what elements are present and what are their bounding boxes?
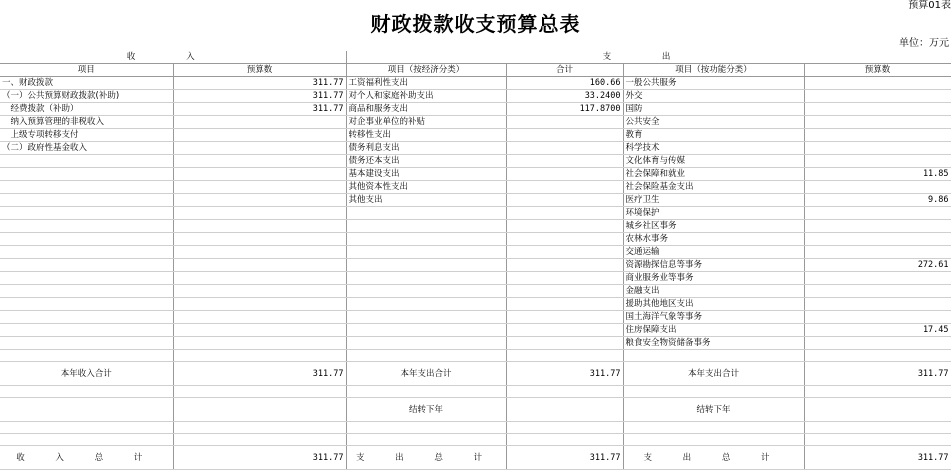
income-budget-cell (173, 142, 346, 155)
budget-table (0, 51, 951, 470)
income-item-cell: （二）政府性基金收入 (0, 142, 173, 155)
blank-row (0, 434, 951, 446)
section-header-row (0, 51, 951, 64)
income-budget-cell (173, 272, 346, 285)
econ-item-cell (346, 246, 506, 259)
table-row (0, 207, 951, 220)
econ-item-cell (346, 220, 506, 233)
income-budget-cell (173, 194, 346, 207)
carry-over-label-2: 结转下年 (623, 398, 804, 422)
func-item-cell: 农林水事务 (623, 233, 804, 246)
func-item-cell: 外交 (623, 90, 804, 103)
carry-over-label: 结转下年 (346, 398, 506, 422)
econ-item-cell (346, 272, 506, 285)
func-item-cell: 援助其他地区支出 (623, 298, 804, 311)
table-row (0, 194, 951, 207)
income-item-cell (0, 155, 173, 168)
income-budget-cell (173, 168, 346, 181)
form-number: 预算01表 (908, 0, 951, 11)
table-row (0, 168, 951, 181)
func-budget-cell (804, 129, 951, 142)
econ-total-cell (506, 194, 623, 207)
income-item-cell (0, 285, 173, 298)
econ-total-cell (506, 116, 623, 129)
func-budget-cell (804, 142, 951, 155)
func-budget-cell (804, 220, 951, 233)
col-item-header: 项目 (0, 64, 173, 77)
econ-item-cell: 对个人和家庭补助支出 (346, 90, 506, 103)
year-income-value: 311.77 (173, 362, 346, 386)
econ-item-cell (346, 324, 506, 337)
income-item-cell (0, 233, 173, 246)
table-row (0, 103, 951, 116)
income-budget-cell (173, 337, 346, 350)
func-item-cell: 教育 (623, 129, 804, 142)
income-item-cell (0, 259, 173, 272)
func-budget-cell (804, 207, 951, 220)
func-budget-cell: 272.61 (804, 259, 951, 272)
func-budget-cell (804, 272, 951, 285)
econ-total-cell: 33.2400 (506, 90, 623, 103)
income-budget-cell (173, 207, 346, 220)
econ-total-cell (506, 311, 623, 324)
table-row (0, 129, 951, 142)
econ-total-cell (506, 285, 623, 298)
grand-total-row (0, 446, 951, 470)
econ-total-cell (506, 168, 623, 181)
func-budget-cell (804, 233, 951, 246)
blank-row (0, 350, 951, 362)
income-item-cell (0, 311, 173, 324)
col-budget2-header: 预算数 (804, 64, 951, 77)
income-budget-cell (173, 155, 346, 168)
econ-item-cell: 转移性支出 (346, 129, 506, 142)
func-item-cell: 资源勘探信息等事务 (623, 259, 804, 272)
income-budget-cell (173, 285, 346, 298)
func-budget-cell (804, 311, 951, 324)
econ-item-cell: 对企事业单位的补贴 (346, 116, 506, 129)
func-item-cell: 一般公共服务 (623, 77, 804, 90)
func-budget-cell (804, 77, 951, 90)
income-item-cell: 纳入预算管理的非税收入 (0, 116, 173, 129)
econ-total-cell (506, 220, 623, 233)
econ-total-cell (506, 259, 623, 272)
econ-item-cell: 债务还本支出 (346, 155, 506, 168)
income-budget-cell (173, 233, 346, 246)
income-item-cell (0, 324, 173, 337)
col-func-header: 项目（按功能分类） (623, 64, 804, 77)
income-budget-cell: 311.77 (173, 90, 346, 103)
econ-total-cell (506, 181, 623, 194)
econ-total-cell (506, 324, 623, 337)
table-row (0, 155, 951, 168)
econ-item-cell: 工资福利性支出 (346, 77, 506, 90)
func-item-cell: 国防 (623, 103, 804, 116)
table-row (0, 116, 951, 129)
income-budget-cell (173, 311, 346, 324)
func-budget-cell (804, 181, 951, 194)
income-item-cell (0, 246, 173, 259)
income-budget-cell (173, 220, 346, 233)
income-budget-cell (173, 246, 346, 259)
col-budget-header: 预算数 (173, 64, 346, 77)
econ-total-cell (506, 246, 623, 259)
table-row (0, 181, 951, 194)
econ-item-cell: 债务利息支出 (346, 142, 506, 155)
income-item-cell (0, 168, 173, 181)
income-budget-cell (173, 116, 346, 129)
func-item-cell: 住房保障支出 (623, 324, 804, 337)
func-budget-cell (804, 116, 951, 129)
func-item-cell: 公共安全 (623, 116, 804, 129)
income-item-cell (0, 337, 173, 350)
blank-row (0, 422, 951, 434)
econ-item-cell: 商品和服务支出 (346, 103, 506, 116)
func-budget-cell (804, 337, 951, 350)
econ-total-cell (506, 129, 623, 142)
income-budget-cell (173, 259, 346, 272)
econ-item-cell (346, 337, 506, 350)
expense-grand-total-value: 311.77 (506, 446, 623, 470)
table-row (0, 324, 951, 337)
income-item-cell: 上级专项转移支付 (0, 129, 173, 142)
econ-item-cell: 其他资本性支出 (346, 181, 506, 194)
econ-item-cell (346, 259, 506, 272)
year-expense-value: 311.77 (506, 362, 623, 386)
table-row (0, 90, 951, 103)
table-row (0, 272, 951, 285)
income-item-cell: 经费拨款（补助） (0, 103, 173, 116)
expense-grand-total-value-2: 311.77 (804, 446, 951, 470)
table-row (0, 298, 951, 311)
func-item-cell: 医疗卫生 (623, 194, 804, 207)
year-expense-label: 本年支出合计 (346, 362, 506, 386)
func-item-cell: 金融支出 (623, 285, 804, 298)
income-budget-cell (173, 181, 346, 194)
econ-total-cell (506, 272, 623, 285)
income-item-cell: 一、财政拨款 (0, 77, 173, 90)
econ-item-cell: 基本建设支出 (346, 168, 506, 181)
unit-label: 单位：万元 (899, 38, 949, 49)
func-item-cell: 粮食安全物资储备事务 (623, 337, 804, 350)
expense-section-header: 支 出 (346, 51, 951, 64)
income-budget-cell (173, 324, 346, 337)
income-grand-total-label: 收 入 总 计 (0, 446, 173, 470)
income-section-header: 收 入 (0, 51, 346, 64)
table-row (0, 285, 951, 298)
table-row (0, 337, 951, 350)
income-grand-total-value: 311.77 (173, 446, 346, 470)
econ-total-cell (506, 337, 623, 350)
func-budget-cell: 9.86 (804, 194, 951, 207)
func-budget-cell (804, 298, 951, 311)
income-budget-cell: 311.77 (173, 103, 346, 116)
table-row (0, 246, 951, 259)
func-item-cell: 商业服务业等事务 (623, 272, 804, 285)
func-item-cell: 社会保障和就业 (623, 168, 804, 181)
income-budget-cell: 311.77 (173, 77, 346, 90)
func-budget-cell (804, 90, 951, 103)
econ-total-cell (506, 298, 623, 311)
econ-total-cell: 160.66 (506, 77, 623, 90)
carry-over-row (0, 398, 951, 422)
econ-item-cell (346, 298, 506, 311)
expense-grand-total-label: 支 出 总 计 (346, 446, 506, 470)
func-budget-cell: 17.45 (804, 324, 951, 337)
func-item-cell: 文化体育与传媒 (623, 155, 804, 168)
year-expense-label-2: 本年支出合计 (623, 362, 804, 386)
func-item-cell: 城乡社区事务 (623, 220, 804, 233)
func-item-cell: 社会保险基金支出 (623, 181, 804, 194)
table-row (0, 220, 951, 233)
table-row (0, 77, 951, 90)
econ-total-cell: 117.8700 (506, 103, 623, 116)
income-item-cell (0, 207, 173, 220)
table-row (0, 233, 951, 246)
blank-row (0, 386, 951, 398)
col-econ-header: 项目（按经济分类） (346, 64, 506, 77)
econ-total-cell (506, 155, 623, 168)
table-row (0, 142, 951, 155)
func-item-cell: 交通运输 (623, 246, 804, 259)
page-title: 财政拨款收支预算总表 (370, 12, 581, 36)
func-budget-cell (804, 103, 951, 116)
income-item-cell (0, 181, 173, 194)
expense-grand-total-label-2: 支 出 总 计 (623, 446, 804, 470)
econ-total-cell (506, 233, 623, 246)
econ-item-cell (346, 233, 506, 246)
func-budget-cell: 11.85 (804, 168, 951, 181)
econ-item-cell (346, 285, 506, 298)
income-budget-cell (173, 129, 346, 142)
table-row (0, 259, 951, 272)
income-item-cell: （一）公共预算财政拨款(补助) (0, 90, 173, 103)
func-item-cell: 国土海洋气象等事务 (623, 311, 804, 324)
income-budget-cell (173, 298, 346, 311)
column-header-row (0, 64, 951, 77)
table-row (0, 311, 951, 324)
func-budget-cell (804, 246, 951, 259)
func-item-cell: 环境保护 (623, 207, 804, 220)
econ-total-cell (506, 207, 623, 220)
income-item-cell (0, 298, 173, 311)
econ-item-cell (346, 311, 506, 324)
year-income-label: 本年收入合计 (0, 362, 173, 386)
col-total-header: 合计 (506, 64, 623, 77)
income-item-cell (0, 272, 173, 285)
econ-item-cell: 其他支出 (346, 194, 506, 207)
func-item-cell: 科学技术 (623, 142, 804, 155)
econ-total-cell (506, 142, 623, 155)
func-budget-cell (804, 285, 951, 298)
year-expense-value-2: 311.77 (804, 362, 951, 386)
year-total-row (0, 362, 951, 386)
income-item-cell (0, 194, 173, 207)
econ-item-cell (346, 207, 506, 220)
income-item-cell (0, 220, 173, 233)
func-budget-cell (804, 155, 951, 168)
